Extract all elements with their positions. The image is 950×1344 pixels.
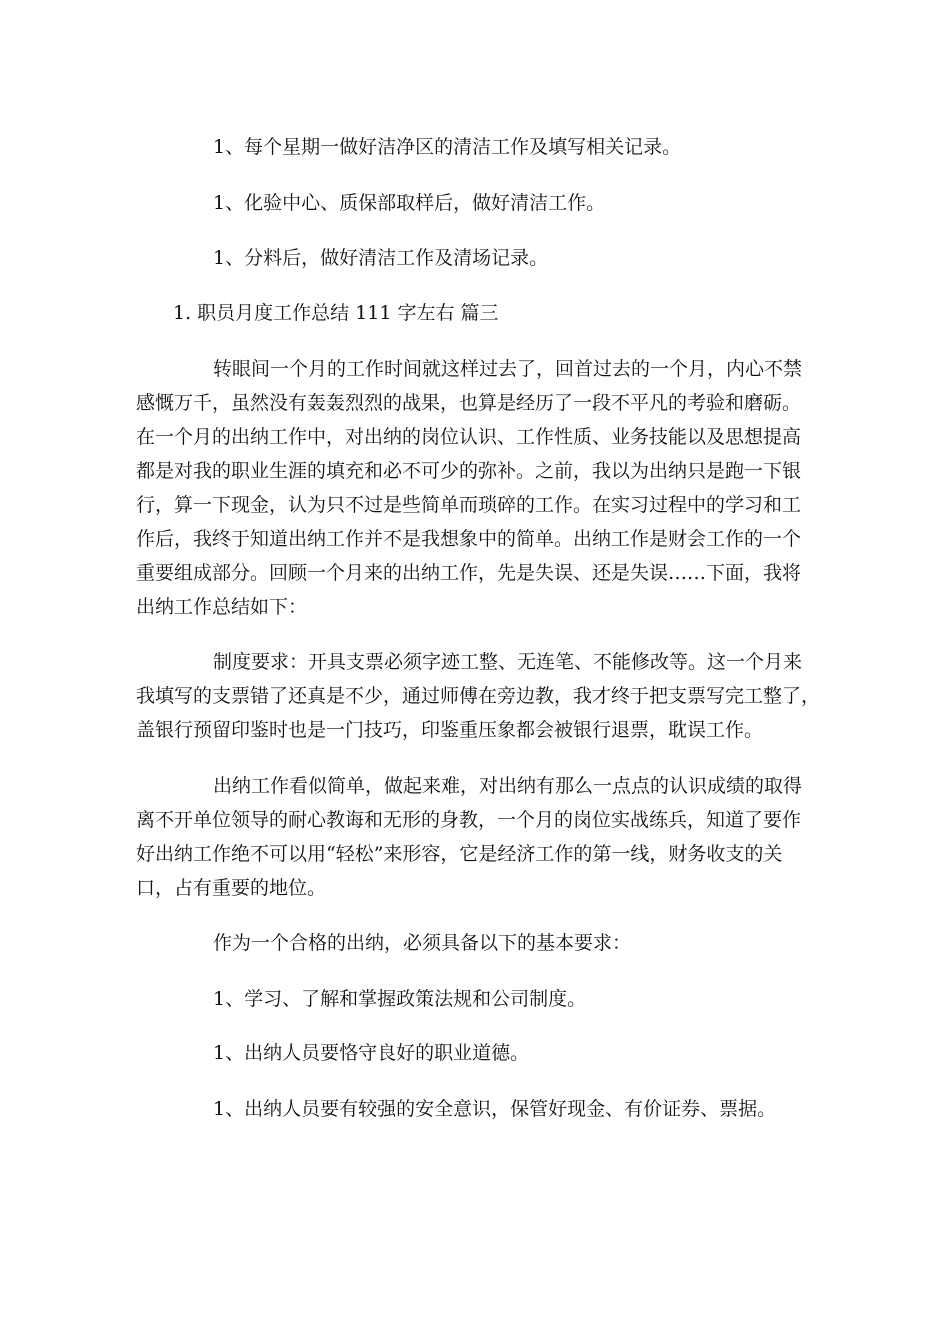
list-item: 1、出纳人员要有较强的安全意识，保管好现金、有价证券、票据。 <box>213 1098 777 1120</box>
section-heading: 1. 职员月度工作总结 111 字左右 篇三 <box>173 302 499 324</box>
requirements-intro: 作为一个合格的出纳，必须具备以下的基本要求： <box>213 932 632 954</box>
paragraph-line: 在一个月的出纳工作中，对出纳的岗位认识、工作性质、业务技能以及思想提高 <box>136 426 802 448</box>
paragraph-line: 感慨万千，虽然没有轰轰烈烈的战果，也算是经历了一段不平凡的考验和磨砺。 <box>136 392 802 414</box>
paragraph-line: 盖银行预留印鉴时也是一门技巧，印鉴重压象都会被银行退票，耽误工作。 <box>136 719 764 741</box>
paragraph-line: 口，占有重要的地位。 <box>136 877 327 899</box>
paragraph-line: 出纳工作看似简单，做起来难，对出纳有那么一点点的认识成绩的取得 <box>213 775 803 797</box>
paragraph-line: 好出纳工作绝不可以用“轻松”来形容，它是经济工作的第一线，财务收支的关 <box>136 843 783 865</box>
paragraph-line: 出纳工作总结如下： <box>136 596 308 618</box>
list-item: 1、学习、了解和掌握政策法规和公司制度。 <box>213 988 587 1010</box>
paragraph-line: 离不开单位领导的耐心教诲和无形的身教，一个月的岗位实战练兵，知道了要作 <box>136 809 802 831</box>
list-item: 1、每个星期一做好洁净区的清洁工作及填写相关记录。 <box>213 136 682 158</box>
list-item: 1、化验中心、质保部取样后，做好清洁工作。 <box>213 192 606 214</box>
paragraph-line: 都是对我的职业生涯的填充和必不可少的弥补。之前，我以为出纳只是跑一下银 <box>136 460 802 482</box>
paragraph-line: 制度要求：开具支票必须字迹工整、无连笔、不能修改等。这一个月来 <box>213 651 803 673</box>
paragraph-line: 行，算一下现金，认为只不过是些简单而琐碎的工作。在实习过程中的学习和工 <box>136 494 802 516</box>
paragraph-line: 作后，我终于知道出纳工作并不是我想象中的简单。出纳工作是财会工作的一个 <box>136 528 802 550</box>
paragraph-line: 转眼间一个月的工作时间就这样过去了，回首过去的一个月，内心不禁 <box>213 358 803 380</box>
list-item: 1、分料后，做好清洁工作及清场记录。 <box>213 247 549 269</box>
list-item: 1、出纳人员要恪守良好的职业道德。 <box>213 1042 530 1064</box>
paragraph-line: 重要组成部分。回顾一个月来的出纳工作，先是失误、还是失误……下面，我将 <box>136 562 802 584</box>
paragraph-line: 我填写的支票错了还真是不少，通过师傅在旁边教，我才终于把支票写完工整了， <box>136 685 821 707</box>
